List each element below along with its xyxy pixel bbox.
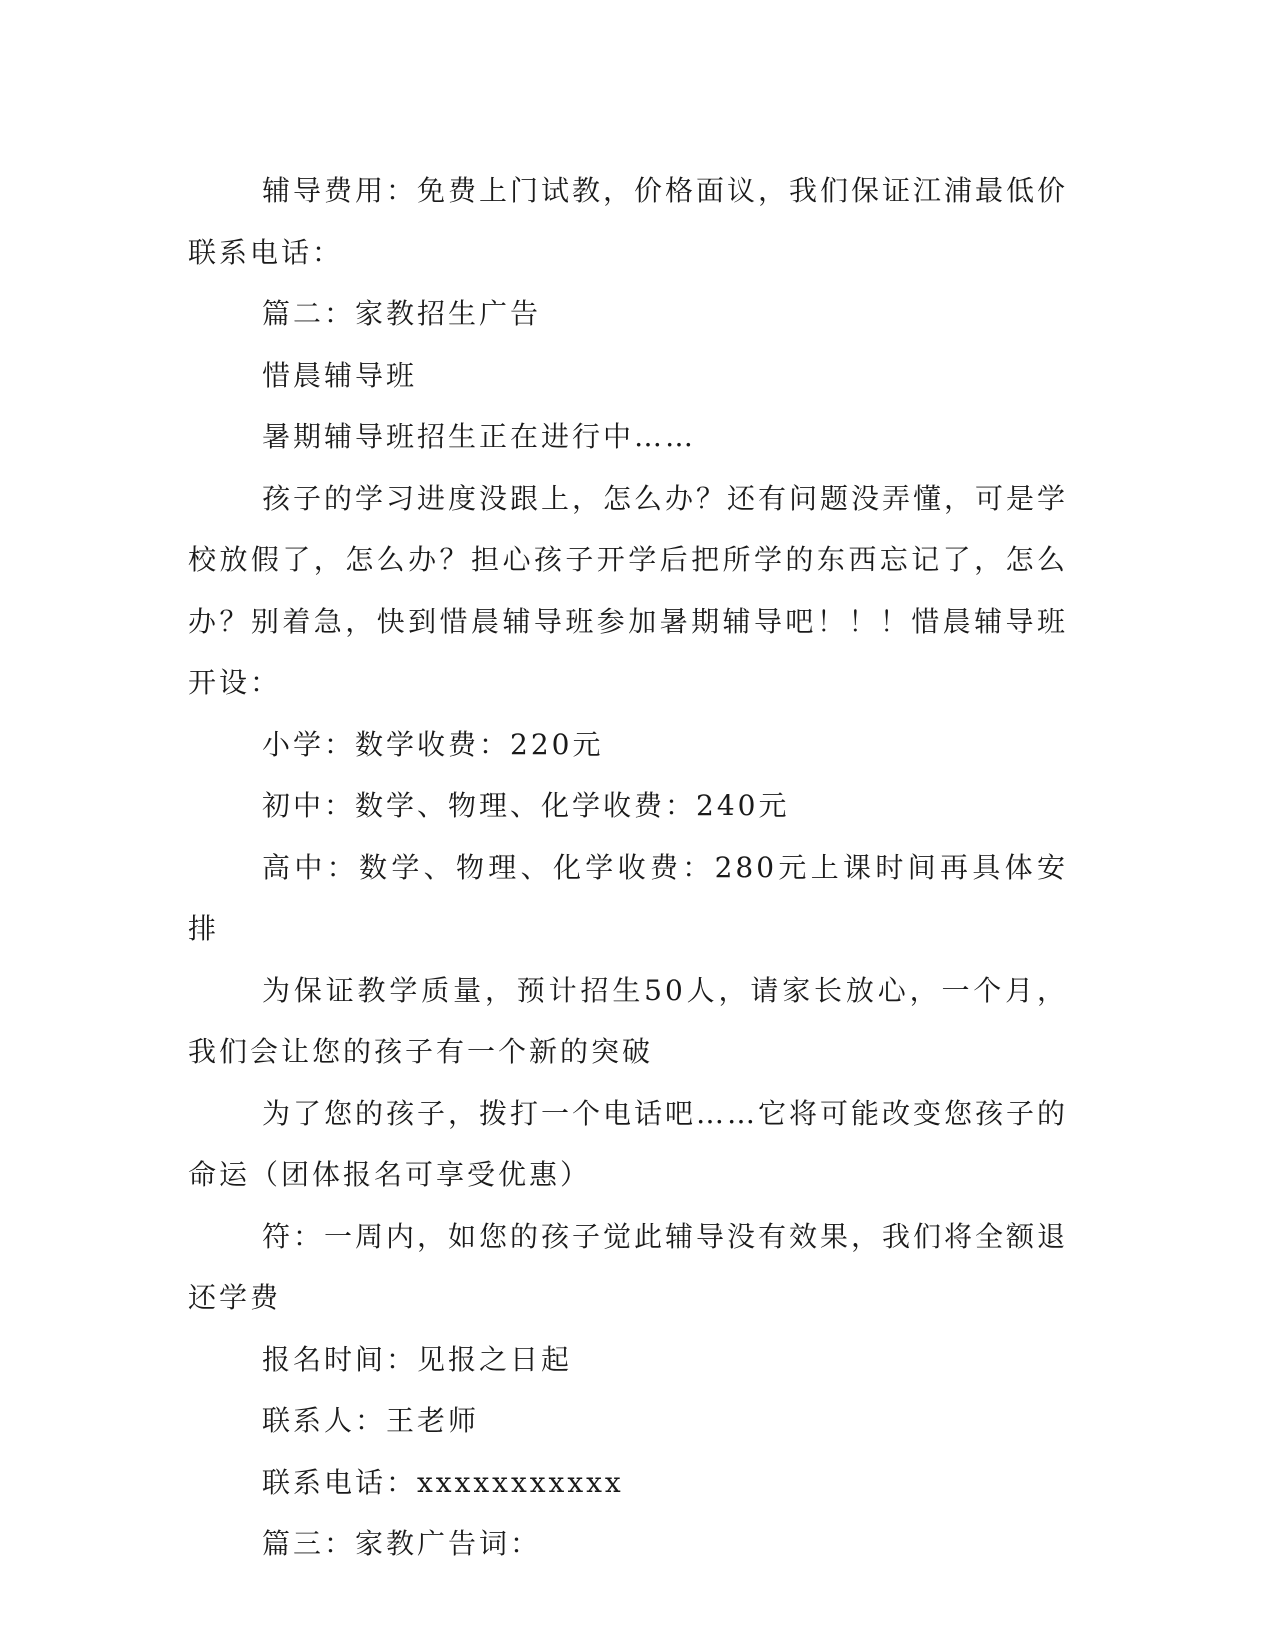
paragraph-refund: 符：一周内，如您的孩子觉此辅导没有效果，我们将全额退还学费 <box>188 1219 1069 1314</box>
paragraph-intro: 孩子的学习进度没跟上，怎么办？还有问题没弄懂，可是学校放假了，怎么办？担心孩子开学后把所学的东西忘记了，怎么办？别着急，快到惜晨辅导班参加暑期辅导吧！！！惜晨辅导班开设： <box>188 481 1069 699</box>
contact-phone: 联系电话：xxxxxxxxxxx <box>262 1465 624 1499</box>
paragraph-call-to-action: 为了您的孩子，拨打一个电话吧……它将可能改变您孩子的命运（团体报名可享受优惠） <box>188 1096 1069 1191</box>
document-body <box>188 160 1068 1575</box>
paragraph-enrollment-status: 暑期辅导班招生正在进行中…… <box>262 420 697 453</box>
section-heading-part-three: 篇三：家教广告词： <box>262 1527 542 1560</box>
paragraph-quality: 为保证教学质量，预计招生50人，请家长放心，一个月，我们会让您的孩子有一个新的突破 <box>188 973 1068 1068</box>
class-name-title: 惜晨辅导班 <box>262 358 418 392</box>
paragraph-fee: 辅导费用：免费上门试教，价格面议，我们保证江浦最低价联系电话： <box>188 174 1069 269</box>
price-senior-high: 高中：数学、物理、化学收费：280元上课时间再具体安排 <box>188 850 1068 945</box>
price-primary-school: 小学：数学收费：220元 <box>262 727 604 761</box>
price-junior-high: 初中：数学、物理、化学收费：240元 <box>262 789 790 822</box>
registration-time: 报名时间：见报之日起 <box>262 1342 573 1376</box>
section-heading-part-two: 篇二：家教招生广告 <box>262 297 542 330</box>
contact-person: 联系人：王老师 <box>262 1404 480 1437</box>
